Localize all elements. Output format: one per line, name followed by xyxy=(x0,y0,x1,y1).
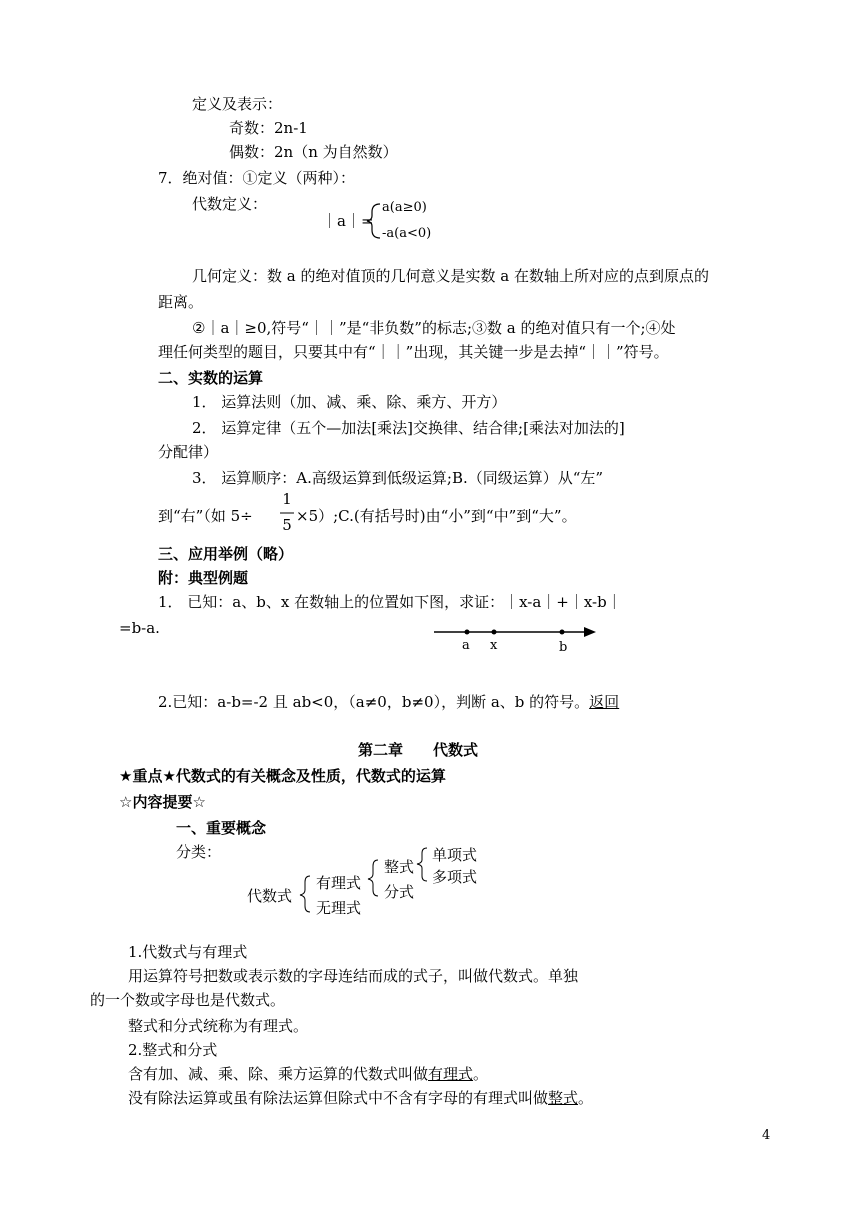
text-line: 分配律） xyxy=(158,443,219,461)
abs-case-2: -a(a<0) xyxy=(382,226,432,241)
text-line: 整式和分式统称为有理式。 xyxy=(128,1017,309,1035)
tree-brace-rational xyxy=(368,860,378,896)
tree-brace-integral xyxy=(417,848,427,881)
text-line: ×5）;C.(有括号时)由“小”到“中”到“大”。 xyxy=(296,507,577,525)
text-line: 2． 运算定律（五个—加法[乘法]交换律、结合律;[乘法对加法的] xyxy=(192,419,625,437)
chapter-title: 第二章 代数式 xyxy=(358,741,479,759)
fraction-numerator: 1 xyxy=(282,490,292,508)
axis-label-a: a xyxy=(462,638,470,653)
definition-text: 没有除法运算或虽有除法运算但除式中不含有字母的有理式叫做 xyxy=(128,1089,549,1107)
text-line: =b-a. xyxy=(119,619,160,637)
text-line: 2.整式和分式 xyxy=(128,1041,218,1059)
punctuation: 。 xyxy=(578,1089,594,1107)
punctuation: 。 xyxy=(473,1065,489,1083)
abs-lhs: ｜a｜= xyxy=(322,212,374,230)
section-heading: 三、应用举例（略） xyxy=(158,545,294,563)
point-b xyxy=(560,630,565,635)
abs-case-1: a(a≥0) xyxy=(382,200,427,215)
definition-text: 含有加、减、乘、除、乘方运算的代数式叫做 xyxy=(128,1065,429,1083)
text-line: 的一个数或字母也是代数式。 xyxy=(90,991,286,1009)
tree-brace-root xyxy=(300,876,310,912)
text-line: 3． 运算顺序：A.高级运算到低级运算;B.（同级运算）从“左” xyxy=(192,469,604,487)
point-x xyxy=(492,630,497,635)
text-line: ②｜a｜≥0,符号“｜｜”是“非负数”的标志;③数 a 的绝对值只有一个;④处 xyxy=(192,319,676,337)
fraction-denominator: 5 xyxy=(282,516,292,534)
key-point: ★重点★代数式的有关概念及性质，代数式的运算 xyxy=(119,767,446,785)
tree-rational: 有理式 xyxy=(316,874,362,892)
text-line: 几何定义：数 a 的绝对值顶的几何意义是实数 a 在数轴上所对应的点到原点的 xyxy=(192,267,709,285)
tree-polynomial: 多项式 xyxy=(432,868,478,886)
term-rational: 有理式 xyxy=(428,1065,474,1083)
point-a xyxy=(465,630,470,635)
text-line: 7．绝对值：①定义（两种）： xyxy=(158,169,356,187)
section-heading: 附：典型例题 xyxy=(158,569,249,587)
text-line: 定义及表示： xyxy=(192,95,283,113)
text-line: 奇数：2n-1 xyxy=(229,119,308,137)
text-line: 理任何类型的题目，只要其中有“｜｜”出现，其关键一步是去掉“｜｜”符号。 xyxy=(158,343,669,361)
text-line: 距离。 xyxy=(158,293,204,311)
number-line-arrow xyxy=(584,627,596,637)
term-integral: 整式 xyxy=(548,1089,579,1107)
text-line: 偶数：2n（n 为自然数） xyxy=(229,143,398,161)
summary-heading: ☆内容提要☆ xyxy=(119,793,206,811)
abs-brace xyxy=(367,204,380,238)
page-number: 4 xyxy=(762,1128,771,1143)
tree-fractional: 分式 xyxy=(384,883,415,901)
example-2-text: 2.已知：a-b=-2 且 ab<0，（a≠0，b≠0），判断 a、b 的符号。 xyxy=(158,693,590,711)
text-line: 1． 已知：a、b、x 在数轴上的位置如下图，求证：｜x-a｜+｜x-b｜ xyxy=(158,593,622,611)
section-heading: 二、实数的运算 xyxy=(158,369,264,387)
tree-monomial: 单项式 xyxy=(432,846,478,864)
text-line: 1.代数式与有理式 xyxy=(128,943,248,961)
back-link[interactable]: 返回 xyxy=(589,693,620,711)
tree-integral: 整式 xyxy=(384,858,415,876)
text-line: 分类： xyxy=(176,843,222,861)
axis-label-b: b xyxy=(559,640,568,655)
tree-root: 代数式 xyxy=(247,887,293,905)
axis-label-x: x xyxy=(490,638,498,653)
text-line: 到“右”（如 5÷ xyxy=(158,507,253,525)
tree-irrational: 无理式 xyxy=(316,899,362,917)
text-line: 用运算符号把数或表示数的字母连结而成的式子，叫做代数式。单独 xyxy=(128,967,579,985)
section-heading: 一、重要概念 xyxy=(176,819,267,837)
text-line: 代数定义： xyxy=(192,195,268,213)
text-line: 1． 运算法则（加、减、乘、除、乘方、开方） xyxy=(192,393,507,411)
